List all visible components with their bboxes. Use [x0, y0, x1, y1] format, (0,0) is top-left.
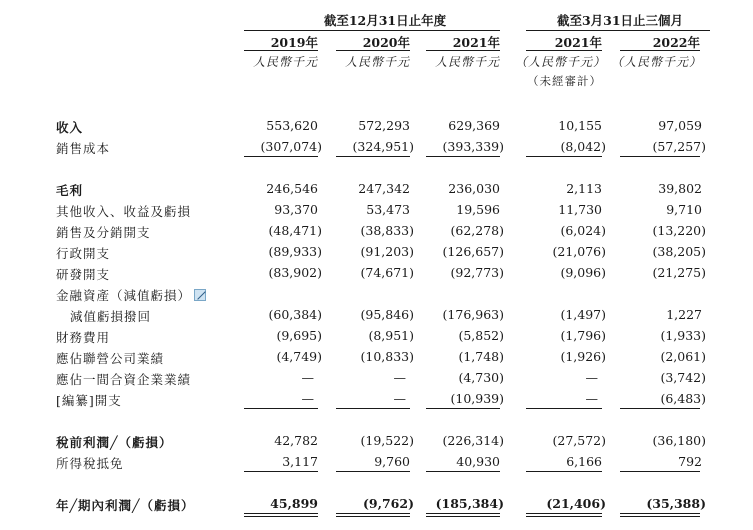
total-rule-3b	[426, 516, 500, 517]
subtotal2-rule-5	[620, 408, 700, 409]
total-rule-5b	[620, 516, 700, 517]
row-label-selling-expenses: 銷售及分銷開支	[56, 225, 151, 240]
cell-rnd-1: (83,902)	[268, 265, 322, 280]
col-unit-1: 人民幣千元	[252, 55, 318, 69]
cell-gross-profit-1: 246,546	[266, 181, 318, 196]
cell-revenue-5: 97,059	[658, 118, 702, 133]
subtotal3-rule-1	[244, 471, 318, 472]
cell-other-income-1: 93,370	[274, 202, 318, 217]
cell-associates-2: (10,833)	[360, 349, 414, 364]
cell-admin-4: (21,076)	[552, 244, 606, 259]
cell-other-income-3: 19,596	[456, 202, 500, 217]
cell-associates-3: (1,748)	[458, 349, 504, 364]
cell-pbt-1: 42,782	[274, 433, 318, 448]
cell-other-income-2: 53,473	[366, 202, 410, 217]
cell-tax-4: 6,166	[566, 454, 602, 469]
cell-impairment-5: 1,227	[666, 307, 702, 322]
cell-admin-5: (38,205)	[652, 244, 706, 259]
col-year-5: 2022年	[652, 35, 700, 50]
col-unit-4: （人民幣千元）	[514, 55, 606, 69]
cell-pbt-3: (226,314)	[442, 433, 504, 448]
cell-net-5: (35,388)	[646, 496, 706, 511]
cell-redacted-4: —	[585, 391, 598, 406]
cell-revenue-1: 553,620	[266, 118, 318, 133]
subtotal-rule-1	[244, 156, 318, 157]
cell-pbt-5: (36,180)	[652, 433, 706, 448]
cell-jv-4: —	[585, 370, 598, 385]
cell-cost-of-sales-3: (393,339)	[442, 139, 504, 154]
subtotal3-rule-3	[426, 471, 500, 472]
cell-finance-2: (8,951)	[368, 328, 414, 343]
cell-net-1: 45,899	[270, 496, 318, 511]
header-group-year-ended: 截至12月31日止年度	[323, 13, 447, 28]
subtotal3-rule-2	[336, 471, 410, 472]
cell-cost-of-sales-4: (8,042)	[560, 139, 606, 154]
row-label-other-income: 其他收入、收益及虧損	[56, 204, 192, 219]
total-rule-1a	[244, 513, 318, 514]
subtotal3-rule-4	[526, 471, 602, 472]
cell-impairment-4: (1,497)	[560, 307, 606, 322]
subtotal-rule-4	[526, 156, 602, 157]
subtotal2-rule-2	[336, 408, 410, 409]
subtotal2-rule-3	[426, 408, 500, 409]
cell-jv-2: —	[393, 370, 406, 385]
col-year-rule-5	[620, 50, 700, 51]
row-label-impairment-reversal: 減值虧損撥回	[70, 309, 152, 324]
cell-redacted-3: (10,939)	[450, 391, 504, 406]
cell-finance-1: (9,695)	[276, 328, 322, 343]
subtotal3-rule-5	[620, 471, 700, 472]
subtotal-rule-5	[620, 156, 700, 157]
cell-admin-2: (91,203)	[360, 244, 414, 259]
row-label-financial-assets-text: 金融資產（減值虧損）	[56, 288, 192, 303]
col-note-unaudited: （未經審計）	[527, 74, 602, 88]
cell-rnd-4: (9,096)	[560, 265, 606, 280]
total-rule-5a	[620, 513, 700, 514]
subtotal-rule-3	[426, 156, 500, 157]
cell-net-3: (185,384)	[435, 496, 504, 511]
total-rule-4b	[526, 516, 602, 517]
cell-net-2: (9,762)	[363, 496, 414, 511]
cell-revenue-4: 10,155	[558, 118, 602, 133]
cell-cost-of-sales-1: (307,074)	[260, 139, 322, 154]
cell-rnd-5: (21,275)	[652, 265, 706, 280]
col-year-2: 2020年	[362, 35, 410, 50]
row-label-admin-expenses: 行政開支	[56, 246, 111, 261]
cell-jv-3: (4,730)	[458, 370, 504, 385]
cell-redacted-5: (6,483)	[660, 391, 706, 406]
cell-cost-of-sales-5: (57,257)	[652, 139, 706, 154]
row-label-profit-for-period: 年╱期內利潤╱（虧損）	[56, 498, 195, 513]
cell-tax-1: 3,117	[282, 454, 318, 469]
header-group-three-months: 截至3月31日止三個月	[556, 13, 684, 28]
cell-impairment-1: (60,384)	[268, 307, 322, 322]
row-label-gross-profit: 毛利	[56, 183, 84, 198]
cell-admin-3: (126,657)	[442, 244, 504, 259]
row-label-share-of-associates: 應佔聯營公司業績	[56, 351, 165, 366]
col-year-3: 2021年	[452, 35, 500, 50]
col-year-rule-1	[244, 50, 318, 51]
cell-associates-1: (4,749)	[276, 349, 322, 364]
subtotal2-rule-1	[244, 408, 318, 409]
row-label-rnd-expenses: 研發開支	[56, 267, 111, 282]
cell-tax-5: 792	[678, 454, 702, 469]
row-label-financial-assets	[56, 286, 206, 304]
cell-pbt-2: (19,522)	[360, 433, 414, 448]
cell-other-income-4: 11,730	[558, 202, 602, 217]
row-label-finance-costs: 財務費用	[56, 330, 111, 345]
cell-redacted-2: —	[393, 391, 406, 406]
cell-tax-2: 9,760	[374, 454, 410, 469]
cell-other-income-5: 9,710	[666, 202, 702, 217]
cell-pbt-4: (27,572)	[552, 433, 606, 448]
cell-selling-1: (48,471)	[268, 223, 322, 238]
col-year-rule-3	[426, 50, 500, 51]
subtotal2-rule-4	[526, 408, 602, 409]
total-rule-2b	[336, 516, 410, 517]
row-label-cost-of-sales: 銷售成本	[56, 141, 111, 156]
col-year-4: 2021年	[554, 35, 602, 50]
cell-gross-profit-3: 236,030	[448, 181, 500, 196]
row-label-revenue: 收入	[56, 120, 84, 135]
cell-cost-of-sales-2: (324,951)	[352, 139, 414, 154]
total-rule-2a	[336, 513, 410, 514]
col-unit-3: 人民幣千元	[434, 55, 500, 69]
cell-associates-4: (1,926)	[560, 349, 606, 364]
pencil-edit-icon[interactable]	[194, 289, 206, 301]
cell-finance-4: (1,796)	[560, 328, 606, 343]
cell-rnd-3: (92,773)	[450, 265, 504, 280]
cell-revenue-2: 572,293	[358, 118, 410, 133]
cell-associates-5: (2,061)	[660, 349, 706, 364]
cell-jv-5: (3,742)	[660, 370, 706, 385]
row-label-share-of-jv: 應佔一間合資企業業績	[56, 372, 192, 387]
cell-redacted-1: —	[301, 391, 314, 406]
cell-gross-profit-5: 39,802	[658, 181, 702, 196]
cell-finance-5: (1,933)	[660, 328, 706, 343]
cell-finance-3: (5,852)	[458, 328, 504, 343]
cell-gross-profit-4: 2,113	[566, 181, 602, 196]
cell-impairment-2: (95,846)	[360, 307, 414, 322]
total-rule-4a	[526, 513, 602, 514]
cell-jv-1: —	[301, 370, 314, 385]
cell-revenue-3: 629,369	[448, 118, 500, 133]
header-group-rule-left	[244, 30, 500, 31]
cell-rnd-2: (74,671)	[360, 265, 414, 280]
cell-gross-profit-2: 247,342	[358, 181, 410, 196]
cell-tax-3: 40,930	[456, 454, 500, 469]
cell-admin-1: (89,933)	[268, 244, 322, 259]
col-year-rule-2	[336, 50, 410, 51]
col-unit-2: 人民幣千元	[344, 55, 410, 69]
row-label-income-tax-credit: 所得稅抵免	[56, 456, 124, 471]
cell-selling-2: (38,833)	[360, 223, 414, 238]
subtotal-rule-2	[336, 156, 410, 157]
cell-selling-3: (62,278)	[450, 223, 504, 238]
col-year-rule-4	[526, 50, 602, 51]
total-rule-1b	[244, 516, 318, 517]
cell-net-4: (21,406)	[546, 496, 606, 511]
col-year-1: 2019年	[270, 35, 318, 50]
cell-impairment-3: (176,963)	[442, 307, 504, 322]
header-group-rule-right	[526, 30, 710, 31]
row-label-profit-before-tax: 稅前利潤╱（虧損）	[56, 435, 173, 450]
col-unit-5: （人民幣千元）	[610, 55, 702, 69]
cell-selling-5: (13,220)	[652, 223, 706, 238]
total-rule-3a	[426, 513, 500, 514]
row-label-redacted-expenses: [編纂]開支	[56, 393, 122, 408]
cell-selling-4: (6,024)	[560, 223, 606, 238]
